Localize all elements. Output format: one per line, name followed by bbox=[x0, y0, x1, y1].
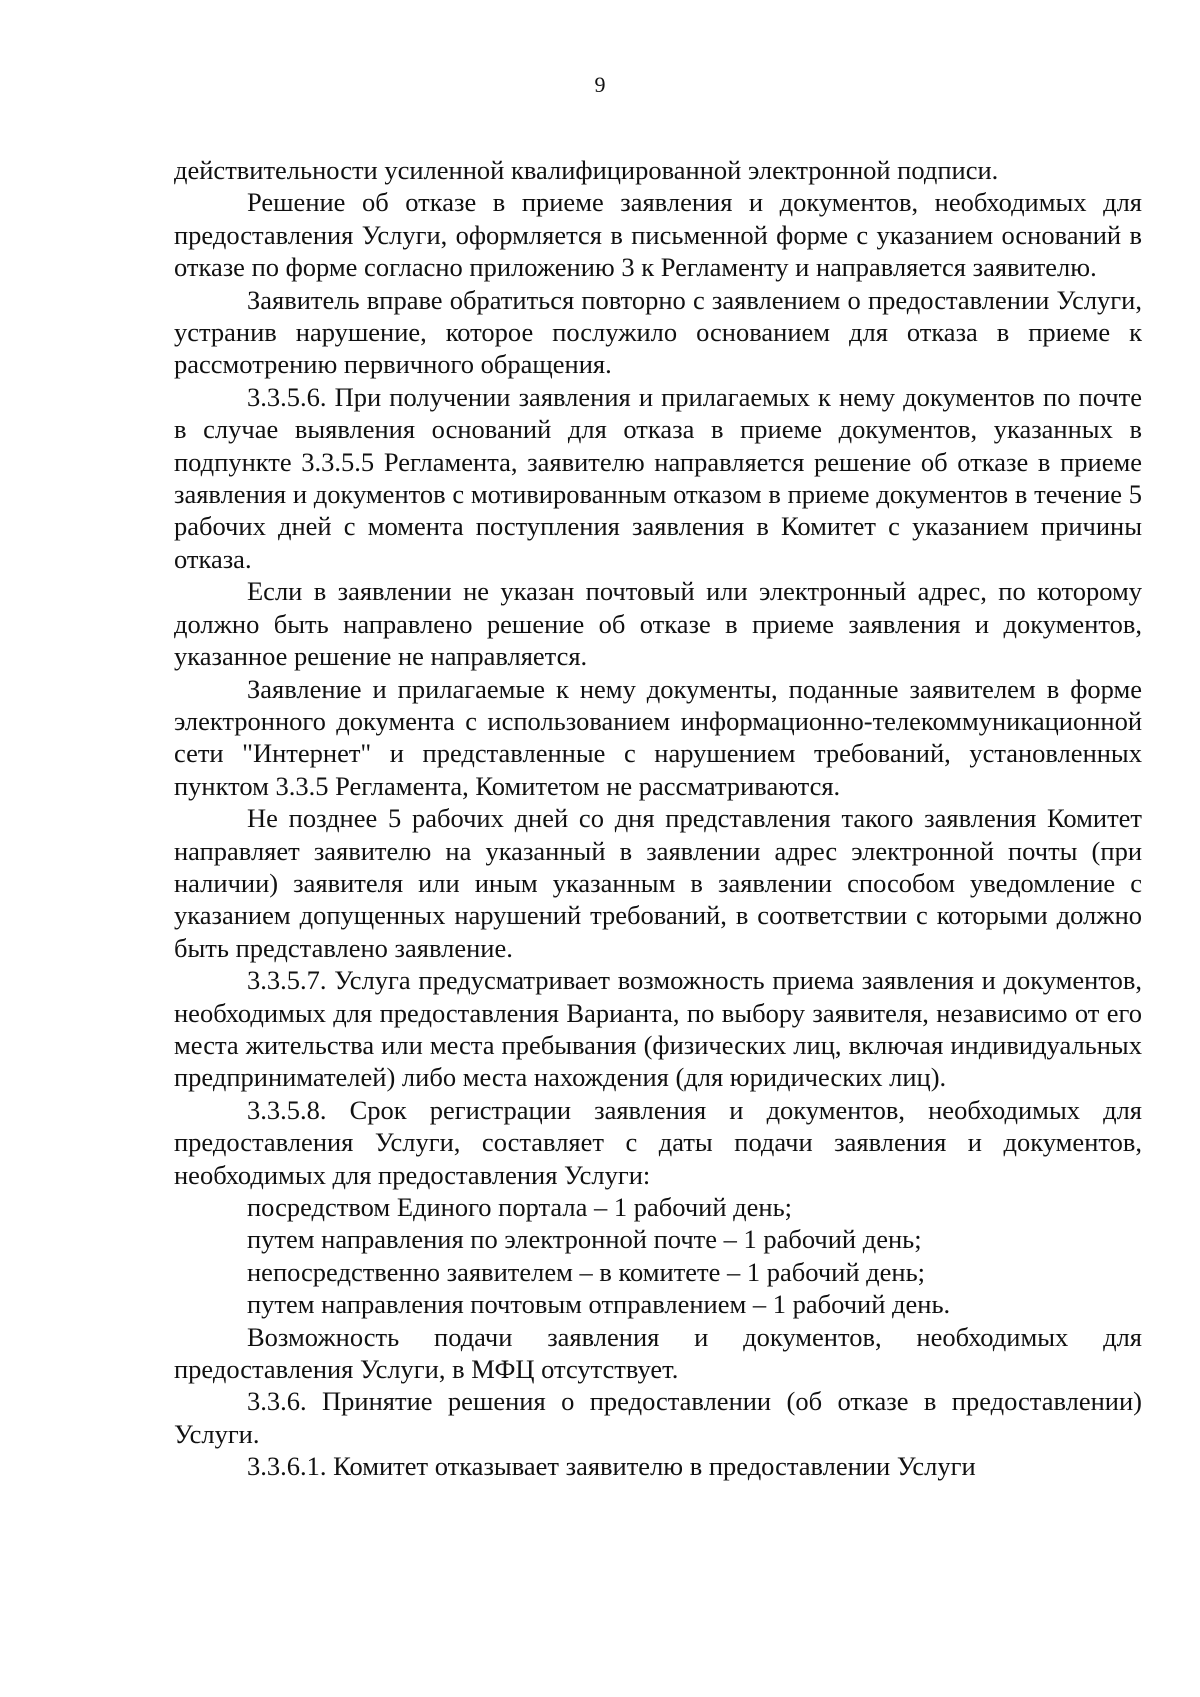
document-body bbox=[174, 154, 1142, 1483]
paragraph-3-3-5-7: 3.3.5.7. Услуга предусматривает возможность приема заявления и документов, необходимых для предоставления Варианта, по выбору заявителя, независимо от его места жительства или места пребывания (физических лиц, включая индивидуальных предпринимателей) либо места нахождения (для юридических лиц). bbox=[174, 965, 1142, 1093]
list-item-portal: посредством Единого портала – 1 рабочий день; bbox=[247, 1192, 793, 1222]
paragraph-notification: Не позднее 5 рабочих дней со дня представления такого заявления Комитет направляет заявителю на указанный в заявлении адрес электронной почты (при наличии) заявителя или иным указанным в заявлении способом уведомление с указанием допущенных нарушений требований, в соответствии с которыми должно быть представлено заявление. bbox=[174, 803, 1142, 963]
paragraph-electronic-submission: Заявление и прилагаемые к нему документы, поданные заявителем в форме электронного документа с использованием информационно-телекоммуникационной сети "Интернет" и представленные с нарушением требований, установленных пунктом 3.3.5 Регламента, Комитетом не рассматриваются. bbox=[174, 673, 1142, 801]
paragraph-3-3-6-1: 3.3.6.1. Комитет отказывает заявителю в предоставлении Услуги bbox=[247, 1451, 976, 1482]
paragraph-3-3-5-8: 3.3.5.8. Срок регистрации заявления и документов, необходимых для предоставления Услуги, составляет с даты подачи заявления и документов, необходимых для предоставления Услуги: bbox=[174, 1094, 1142, 1190]
paragraph-refusal-decision: Решение об отказе в приеме заявления и документов, необходимых для предоставления Услуги, оформляется в письменной форме с указанием оснований в отказе по форме согласно приложению 3 к Регламенту и направляется заявителю. bbox=[174, 187, 1142, 283]
list-item-in-person: непосредственно заявителем – в комитете – 1 рабочий день; bbox=[247, 1256, 926, 1287]
list-item-post: путем направления почтовым отправлением – 1 рабочий день. bbox=[247, 1289, 951, 1320]
paragraph-3-3-6: 3.3.6. Принятие решения о предоставлении (об отказе в предоставлении) Услуги. bbox=[174, 1386, 1142, 1449]
paragraph-no-address: Если в заявлении не указан почтовый или электронный адрес, по которому должно быть направлено решение об отказе в приеме заявления и документов, указанное решение не направляется. bbox=[174, 576, 1142, 672]
paragraph-mfc: Возможность подачи заявления и документов, необходимых для предоставления Услуги, в МФЦ отсутствует. bbox=[174, 1321, 1142, 1385]
page-number: 9 bbox=[594, 72, 606, 97]
paragraph-reapply-right: Заявитель вправе обратиться повторно с заявлением о предоставлении Услуги, устранив нарушение, которое послужило основанием для отказа в приеме к рассмотрению первичного обращения. bbox=[174, 284, 1142, 380]
paragraph-3-3-5-6: 3.3.5.6. При получении заявления и прилагаемых к нему документов по почте в случае выявления оснований для отказа в приеме документов, указанных в подпункте 3.3.5.5 Регламента, заявителю направляется решение об отказе в приеме заявления и документов с мотивированным отказом в приеме документов в течение 5 рабочих дней с момента поступления заявления в Комитет с указанием причины отказа. bbox=[174, 381, 1142, 574]
list-item-email: путем направления по электронной почте – 1 рабочий день; bbox=[247, 1224, 922, 1255]
paragraph-signature-validity: действительности усиленной квалифицированной электронной подписи. bbox=[174, 155, 999, 185]
